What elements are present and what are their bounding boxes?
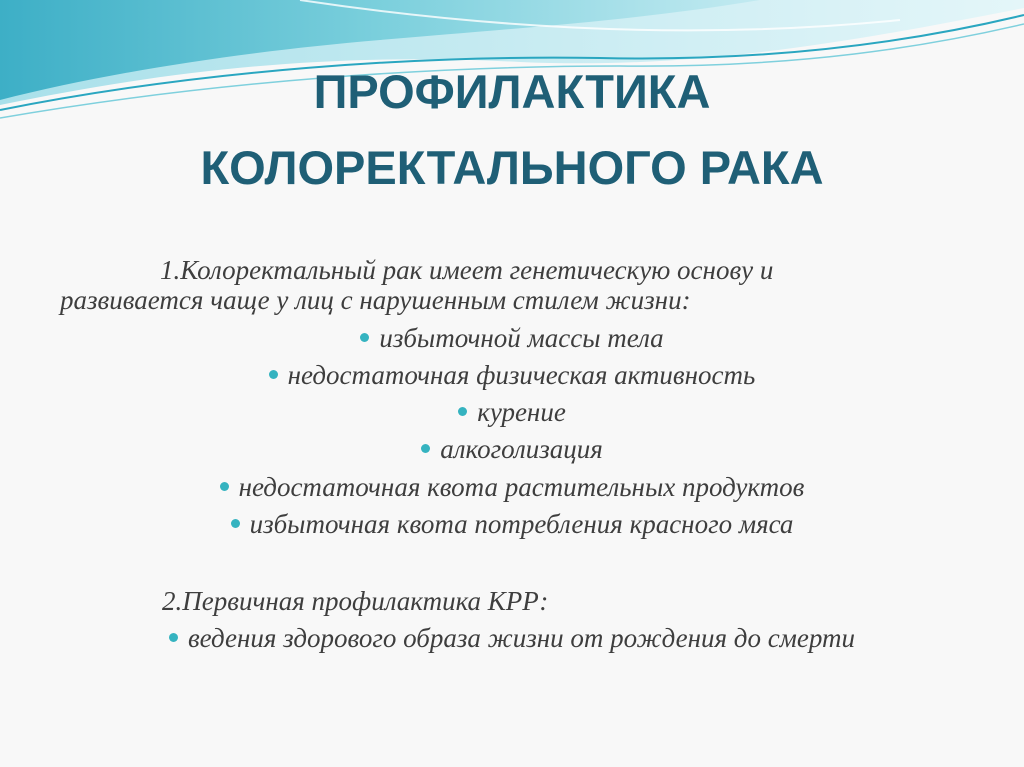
list-item-text: алкоголизация bbox=[440, 434, 603, 464]
list-item-text: ведения здорового образа жизни от рождения до смерти bbox=[187, 623, 856, 653]
bullet-icon bbox=[231, 519, 240, 528]
list-item-text: недостаточная квота растительных продуктов bbox=[238, 472, 805, 502]
list-item-text: курение bbox=[477, 397, 566, 427]
list-item bbox=[0, 322, 1024, 354]
list-item-text: избыточной массы тела bbox=[379, 323, 664, 353]
list-item-text: недостаточная физическая активность bbox=[287, 360, 756, 390]
list-item bbox=[0, 508, 1024, 540]
intro-line-2: развивается чаще у лиц с нарушенным стилем жизни: bbox=[60, 285, 691, 315]
list-item bbox=[0, 433, 1024, 465]
slide-title-line-1: ПРОФИЛАКТИКА bbox=[313, 65, 711, 118]
slide-title-line-2: КОЛОРЕКТАЛЬНОГО РАКА bbox=[200, 141, 824, 194]
list-item bbox=[0, 359, 1024, 391]
bullet-icon bbox=[458, 407, 467, 416]
list-item bbox=[0, 396, 1024, 428]
bullet-icon bbox=[360, 333, 369, 342]
section-2-heading: 2.Первичная профилактика КРР: bbox=[162, 586, 549, 616]
intro-line-1: 1.Колоректальный рак имеет генетическую основу и bbox=[160, 255, 774, 285]
list-item bbox=[0, 471, 1024, 503]
bullet-icon bbox=[169, 633, 178, 642]
list-item bbox=[0, 622, 1024, 654]
bullet-icon bbox=[269, 370, 278, 379]
bullet-icon bbox=[421, 444, 430, 453]
bullet-icon bbox=[220, 482, 229, 491]
list-item-text: избыточная квота потребления красного мяса bbox=[249, 509, 794, 539]
